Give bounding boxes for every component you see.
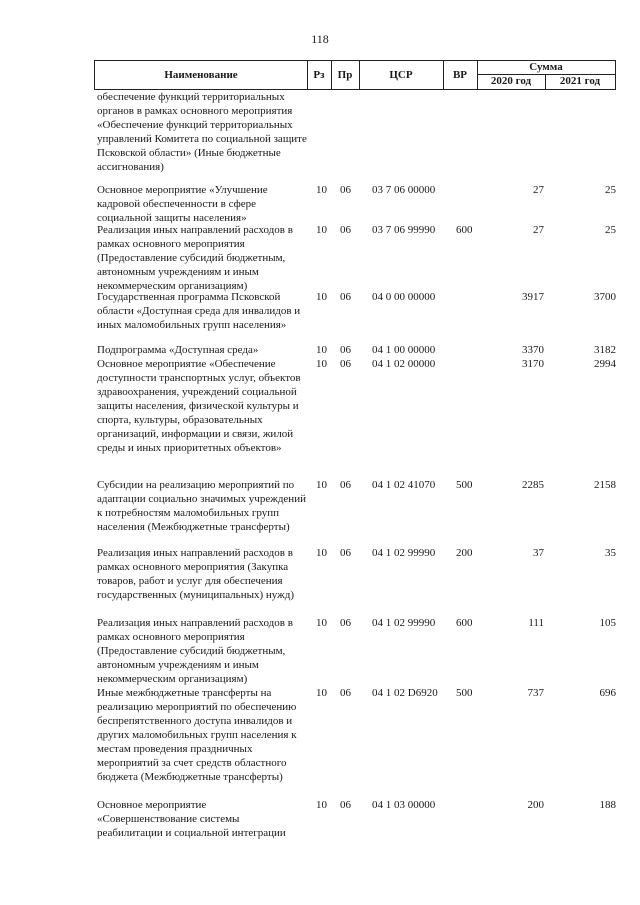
header-pr: Пр (331, 61, 360, 89)
row-name: Основное мероприятие «Обеспечение доступности транспортных услуг, объектов здравоохранения, учреждений социальной защиты населения, физической культуры и спорта, культуры, образовательных организаций, информации и связи, жилой среды и иных приоритетных объектов» (97, 358, 301, 454)
row-sum-2020: 111 (528, 617, 544, 629)
row-sum-2020: 3370 (522, 344, 544, 356)
row-name: обеспечение функций территориальных органов в рамках основного мероприятия «Обеспечение функций территориальных управлений Комитета по социальной защите Псковской области» (Иные бюджетные ассигнования) (97, 91, 307, 173)
row-sum-2021: 696 (599, 687, 616, 699)
row-csr: 04 1 02 99990 (372, 547, 436, 559)
row-pr: 06 (340, 184, 351, 196)
row-sum-2021: 3700 (594, 291, 616, 303)
row-rz: 10 (316, 687, 327, 699)
row-sum-2020: 737 (527, 687, 544, 699)
row-pr: 06 (340, 358, 351, 370)
header-name: Наименование (95, 61, 308, 89)
row-pr: 06 (340, 617, 351, 629)
row-rz: 10 (316, 344, 327, 356)
row-sum-2020: 3170 (522, 358, 544, 370)
table-header (94, 60, 616, 90)
row-csr: 04 0 00 00000 (372, 291, 436, 303)
row-rz: 10 (316, 291, 327, 303)
row-sum-2021: 2994 (594, 358, 616, 370)
row-sum-2020: 27 (533, 224, 544, 236)
header-year-2020: 2020 год (477, 75, 546, 89)
row-vr: 200 (456, 547, 473, 559)
row-pr: 06 (340, 224, 351, 236)
row-rz: 10 (316, 617, 327, 629)
row-rz: 10 (316, 479, 327, 491)
row-vr: 500 (456, 687, 473, 699)
row-sum-2020: 27 (533, 184, 544, 196)
header-vr: ВР (443, 61, 478, 89)
row-rz: 10 (316, 799, 327, 811)
header-sum (477, 61, 615, 89)
row-sum-2020: 3917 (522, 291, 544, 303)
row-name: Иные межбюджетные трансферты на реализацию мероприятий по обеспечению беспрепятственного доступа инвалидов и других маломобильных групп населения к местам проведения праздничных мероприятий за счет средств областного бюджета (Межбюджетные трансферты) (97, 687, 297, 783)
row-sum-2021: 25 (605, 224, 616, 236)
row-pr: 06 (340, 799, 351, 811)
row-name: Реализация иных направлений расходов в рамках основного мероприятия (Предоставление субсидий бюджетным, автономным учреждениям и иным некоммерческим организациям) (97, 617, 293, 685)
row-csr: 04 1 03 00000 (372, 799, 436, 811)
row-sum-2021: 35 (605, 547, 616, 559)
row-name: Реализация иных направлений расходов в рамках основного мероприятия (Предоставление субсидий бюджетным, автономным учреждениям и иным некоммерческим организациям) (97, 224, 293, 292)
row-rz: 10 (316, 358, 327, 370)
row-csr: 04 1 02 99990 (372, 617, 436, 629)
row-vr: 500 (456, 479, 473, 491)
row-name: Государственная программа Псковской области «Доступная среда для инвалидов и иных маломобильных групп населения» (97, 291, 301, 331)
row-rz: 10 (316, 224, 327, 236)
row-sum-2020: 200 (527, 799, 544, 811)
row-pr: 06 (340, 547, 351, 559)
row-name: Основное мероприятие «Совершенствование системы реабилитации и социальной интеграции (97, 799, 286, 839)
row-csr: 04 1 02 D6920 (372, 687, 438, 699)
row-csr: 04 1 02 00000 (372, 358, 436, 370)
row-sum-2020: 2285 (522, 479, 544, 491)
header-sum-title: Сумма (477, 61, 615, 75)
row-sum-2021: 2158 (594, 479, 616, 491)
row-pr: 06 (340, 479, 351, 491)
row-pr: 06 (340, 291, 351, 303)
row-rz: 10 (316, 184, 327, 196)
header-rz: Рз (307, 61, 332, 89)
row-sum-2021: 25 (605, 184, 616, 196)
row-csr: 04 1 00 00000 (372, 344, 436, 356)
row-name: Реализация иных направлений расходов в рамках основного мероприятия (Закупка товаров, работ и услуг для обеспечения государственных (муниципальных) нужд) (97, 547, 294, 601)
row-name: Основное мероприятие «Улучшение кадровой обеспеченности в сфере социальной защиты населения» (97, 184, 268, 224)
row-vr: 600 (456, 224, 473, 236)
row-name: Подпрограмма «Доступная среда» (97, 344, 259, 356)
row-sum-2020: 37 (533, 547, 544, 559)
header-csr: ЦСР (359, 61, 444, 89)
row-rz: 10 (316, 547, 327, 559)
row-sum-2021: 105 (599, 617, 616, 629)
row-sum-2021: 3182 (594, 344, 616, 356)
row-csr: 03 7 06 99990 (372, 224, 436, 236)
row-name: Субсидии на реализацию мероприятий по адаптации социально значимых учреждений к потребностям маломобильных групп населения (Межбюджетные трансферты) (97, 479, 306, 533)
row-sum-2021: 188 (599, 799, 616, 811)
row-csr: 04 1 02 41070 (372, 479, 436, 491)
page-number: 118 (311, 32, 329, 46)
row-pr: 06 (340, 344, 351, 356)
row-csr: 03 7 06 00000 (372, 184, 436, 196)
row-pr: 06 (340, 687, 351, 699)
row-vr: 600 (456, 617, 473, 629)
header-year-2021: 2021 год (559, 75, 601, 87)
